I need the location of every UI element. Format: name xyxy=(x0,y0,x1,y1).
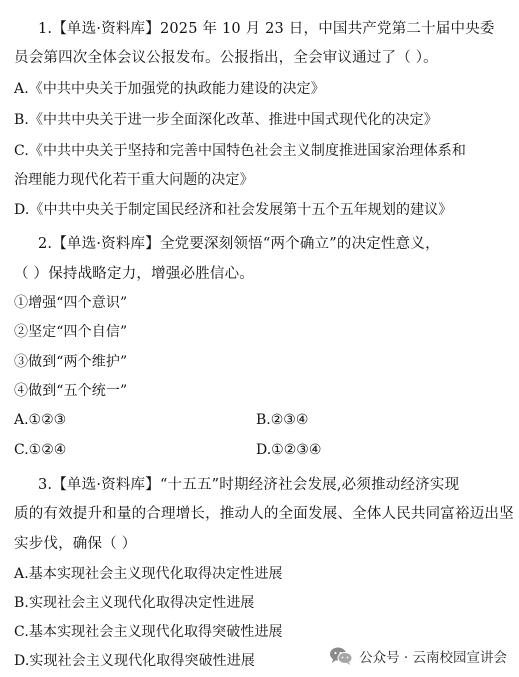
q3-stem-line-3: 实步伐，确保（ ） xyxy=(14,536,137,552)
q1-option-d: D.《中共中央关于制定国民经济和社会发展第十五个五年规划的建议》 xyxy=(14,202,453,218)
q3-option-c: C.基本实现社会主义现代化取得突破性进展 xyxy=(14,624,283,640)
q2-item-3: ③做到“两个维护” xyxy=(14,354,128,370)
q2-option-b: B.②③④ xyxy=(256,412,309,428)
q3-option-a: A.基本实现社会主义现代化取得决定性进展 xyxy=(14,566,283,582)
q2-stem-line-2: （ ）保持战略定力，增强必胜信心。 xyxy=(14,266,255,282)
q1-stem-line-2: 员会第四次全体会议公报发布。公报指出，全会审议通过了（ ）。 xyxy=(14,50,438,66)
q3-stem-line-2: 质的有效提升和量的合理增长，推动人的全面发展、全体人民共同富裕迈出坚 xyxy=(14,506,514,522)
wechat-icon xyxy=(329,646,353,666)
q1-option-c: C.《中共中央关于坚持和完善中国特色社会主义制度推进国家治理体系和 xyxy=(14,143,466,159)
q1-stem-line-1: 1.【单选·资料库】2025 年 10 月 23 日，中国共产党第二十届中央委 xyxy=(38,21,495,37)
q1-option-c-cont: 治理能力现代化若干重大问题的决定》 xyxy=(14,172,254,188)
account-watermark xyxy=(327,644,509,668)
q1-option-b: B.《中共中央关于进一步全面深化改革、推进中国式现代化的决定》 xyxy=(14,112,438,128)
q1-option-a: A.《中共中央关于加强党的执政能力建设的决定》 xyxy=(14,81,325,97)
q3-option-b: B.实现社会主义现代化取得决定性进展 xyxy=(14,595,255,611)
q2-option-c: C.①②④ xyxy=(14,442,67,458)
q2-option-a: A.①②③ xyxy=(14,412,67,428)
q2-option-d: D.①②③④ xyxy=(256,442,322,458)
q3-stem-line-1: 3.【单选·资料库】“十五五”时期经济社会发展,必须推动经济实现 xyxy=(38,477,460,493)
watermark-text: 公众号 · 云南校园宣讲会 xyxy=(359,650,507,666)
q2-item-2: ②坚定“四个自信” xyxy=(14,324,128,340)
q2-item-1: ①增强“四个意识” xyxy=(14,295,128,311)
q2-stem-line-1: 2.【单选·资料库】全党要深刻领悟“两个确立”的决定性意义， xyxy=(38,236,440,252)
q2-item-4: ④做到“五个统一” xyxy=(14,383,128,399)
q3-option-d: D.实现社会主义现代化取得突破性进展 xyxy=(14,653,255,669)
